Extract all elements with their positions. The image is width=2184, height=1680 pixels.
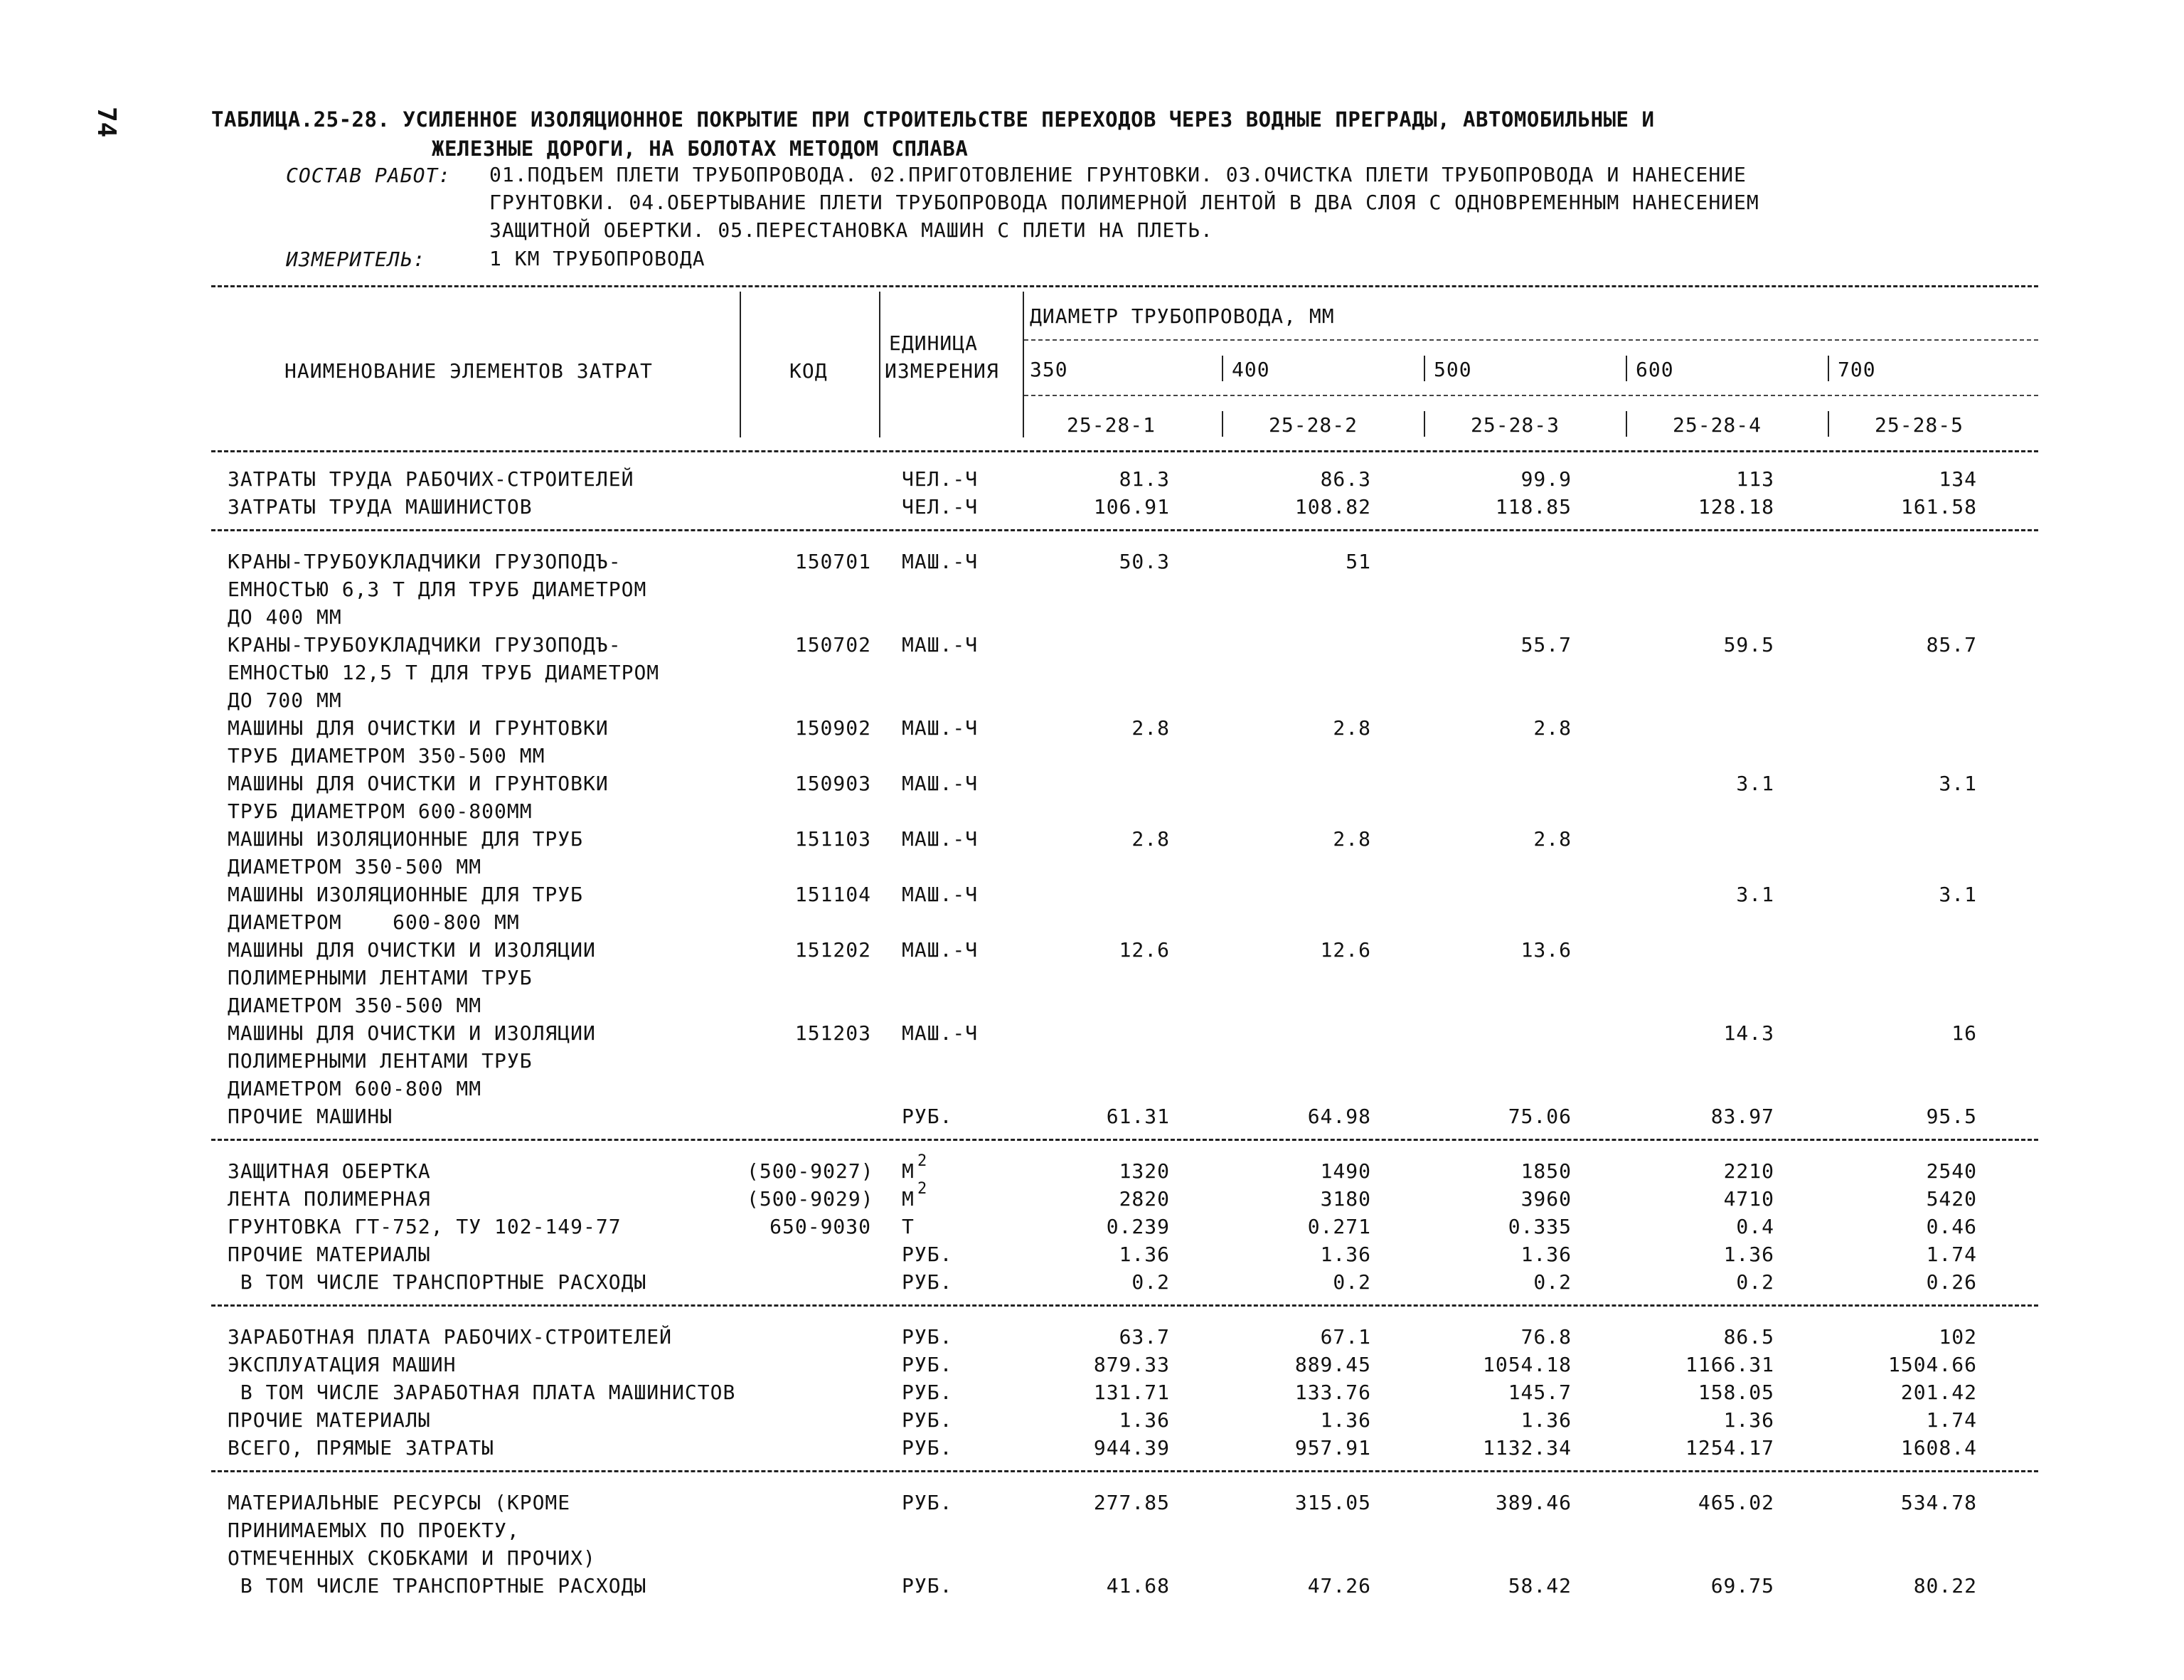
row-value: 76.8 [1520,1325,1572,1349]
row-name-line: ДО 700 ММ [228,689,342,712]
row-value: 102 [1939,1325,1977,1349]
row-value: 3180 [1320,1187,1371,1211]
row-name-line: ЭКСПЛУАТАЦИЯ МАШИН [228,1353,457,1376]
row-value: 51 [1346,550,1371,573]
row-value: 2820 [1119,1187,1170,1211]
row-unit: РУБ. [902,1436,953,1460]
row-value: 1054.18 [1482,1353,1572,1376]
row-name-line: ЗАЩИТНАЯ ОБЕРТКА [228,1159,431,1183]
row-name-line: ОТМЕЧЕННЫХ СКОБКАМИ И ПРОЧИХ) [228,1546,596,1570]
row-unit: РУБ. [902,1408,953,1432]
row-value: 1166.31 [1685,1353,1774,1376]
row-name-line: В ТОМ ЧИСЛЕ ТРАНСПОРТНЫЕ РАСХОДЫ [228,1270,647,1294]
row-value: 161.58 [1900,495,1977,519]
row-name-line: ДИАМЕТРОМ 350-500 ММ [228,855,482,878]
row-code: 150902 [794,716,871,740]
diameter-label: 350 [1030,358,1068,381]
row-name-line: ТРУБ ДИАМЕТРОМ 350-500 ММ [228,744,545,767]
row-value: 944.39 [1093,1436,1170,1460]
row-value: 41.68 [1106,1574,1170,1597]
row-name-line: КРАНЫ-ТРУБОУКЛАДЧИКИ ГРУЗОПОДЪ- [228,550,622,573]
row-value: 99.9 [1520,467,1572,491]
row-name-line: ДИАМЕТРОМ 600-800 ММ [228,1077,482,1100]
row-unit: МАШ.-Ч [902,883,979,906]
row-value: 1.36 [1520,1408,1572,1432]
section-rule [211,1470,2038,1472]
row-unit: ЧЕЛ.-Ч [902,467,979,491]
row-code: 151104 [794,883,871,906]
diameter-label: 600 [1636,358,1674,381]
row-value: 0.26 [1926,1270,1977,1294]
row-name-line: ЗАТРАТЫ ТРУДА МАШИНИСТОВ [228,495,533,519]
row-name-line: ДИАМЕТРОМ 350-500 ММ [228,994,482,1017]
header-divider [1424,356,1425,381]
header-subrule [1024,395,2038,396]
row-name-line: В ТОМ ЧИСЛЕ ТРАНСПОРТНЫЕ РАСХОДЫ [228,1574,647,1597]
row-unit: М [902,1159,915,1183]
row-value: 0.46 [1926,1215,1977,1238]
row-value: 50.3 [1119,550,1170,573]
row-value: 0.2 [1736,1270,1774,1294]
row-value: 277.85 [1093,1491,1170,1514]
row-value: 389.46 [1495,1491,1572,1514]
row-value: 158.05 [1698,1381,1774,1404]
row-value: 1320 [1119,1159,1170,1183]
row-value: 1.36 [1520,1243,1572,1266]
page-number: 74 [92,107,121,138]
diameter-label: 700 [1838,358,1876,381]
row-name-line: ТРУБ ДИАМЕТРОМ 600-800ММ [228,799,533,823]
row-value: 61.31 [1106,1105,1170,1128]
section-rule [211,1304,2038,1307]
row-unit: РУБ. [902,1270,953,1294]
row-value: 81.3 [1119,467,1170,491]
row-value: 63.7 [1119,1325,1170,1349]
row-code: (500-9029) [747,1187,874,1211]
header-name: НАИМЕНОВАНИЕ ЭЛЕМЕНТОВ ЗАТРАТ [284,359,653,383]
header-divider [1626,411,1627,437]
row-name-line: В ТОМ ЧИСЛЕ ЗАРАБОТНАЯ ПЛАТА МАШИНИСТОВ [228,1381,736,1404]
row-value: 2.8 [1333,716,1371,740]
row-name-line: ДО 400 ММ [228,605,342,629]
row-unit: МАШ.-Ч [902,1021,979,1045]
composition-line: ГРУНТОВКИ. 04.ОБЕРТЫВАНИЕ ПЛЕТИ ТРУБОПРОВОДА ПОЛИМЕРНОЙ ЛЕНТОЙ В ДВА СЛОЯ С ОДНОВРЕМЕННЫМ НАНЕСЕНИЕМ [489,191,1759,214]
norm-code-label: 25-28-5 [1875,413,1964,437]
norm-code-label: 25-28-2 [1269,413,1358,437]
row-unit: ЧЕЛ.-Ч [902,495,979,519]
row-value: 3.1 [1939,772,1977,795]
row-unit: МАШ.-Ч [902,633,979,656]
row-value: 1.36 [1723,1408,1774,1432]
row-value: 131.71 [1093,1381,1170,1404]
title-line-2: ЖЕЛЕЗНЫЕ ДОРОГИ, НА БОЛОТАХ МЕТОДОМ СПЛАВА [432,137,969,161]
row-name-line: МАШИНЫ ДЛЯ ОЧИСТКИ И ГРУНТОВКИ [228,772,609,795]
row-value: 315.05 [1294,1491,1371,1514]
row-unit: МАШ.-Ч [902,772,979,795]
row-name-line: ЕМНОСТЬЮ 6,3 Т ДЛЯ ТРУБ ДИАМЕТРОМ [228,578,647,601]
row-value: 2540 [1926,1159,1977,1183]
row-value: 2.8 [1333,827,1371,851]
composition-text [489,161,1759,244]
row-value: 0.2 [1131,1270,1170,1294]
row-name-line: ГРУНТОВКА ГТ-752, ТУ 102-149-77 [228,1215,622,1238]
row-value: 465.02 [1698,1491,1774,1514]
composition-line: 01.ПОДЪЕМ ПЛЕТИ ТРУБОПРОВОДА. 02.ПРИГОТОВЛЕНИЕ ГРУНТОВКИ. 03.ОЧИСТКА ПЛЕТИ ТРУБОПРОВОДА И НАНЕСЕНИЕ [489,163,1747,186]
section-rule [211,1139,2038,1141]
header-subrule [1024,339,2038,341]
row-name-line: ПРОЧИЕ МАТЕРИАЛЫ [228,1243,431,1266]
header-code: КОД [789,359,828,383]
row-code: (500-9027) [747,1159,874,1183]
row-value: 118.85 [1495,495,1572,519]
header-divider [879,292,880,437]
row-value: 14.3 [1723,1021,1774,1045]
row-value: 2.8 [1131,716,1170,740]
row-code: 650-9030 [769,1215,871,1238]
row-name-line: ПОЛИМЕРНЫМИ ЛЕНТАМИ ТРУБ [228,966,533,989]
row-code: 151103 [794,827,871,851]
row-value: 59.5 [1723,633,1774,656]
row-value: 1.36 [1119,1243,1170,1266]
row-name-line: МАШИНЫ ДЛЯ ОЧИСТКИ И ИЗОЛЯЦИИ [228,938,596,962]
norm-code-label: 25-28-1 [1067,413,1156,437]
row-unit: РУБ. [902,1381,953,1404]
header-divider [1222,356,1223,381]
row-value: 128.18 [1698,495,1774,519]
row-value: 86.3 [1320,467,1371,491]
row-value: 2.8 [1533,716,1572,740]
row-name-line: ЛЕНТА ПОЛИМЕРНАЯ [228,1187,431,1211]
row-value: 201.42 [1900,1381,1977,1404]
row-value: 86.5 [1723,1325,1774,1349]
header-divider [1222,411,1223,437]
section-rule [211,529,2038,531]
row-value: 0.335 [1508,1215,1572,1238]
meter-label: ИЗМЕРИТЕЛЬ: [286,248,426,271]
row-unit: МАШ.-Ч [902,550,979,573]
row-unit: М [902,1187,915,1211]
row-value: 3.1 [1736,772,1774,795]
row-name-line: МАШИНЫ ИЗОЛЯЦИОННЫЕ ДЛЯ ТРУБ [228,883,584,906]
row-value: 0.4 [1736,1215,1774,1238]
row-value: 0.2 [1533,1270,1572,1294]
row-value: 534.78 [1900,1491,1977,1514]
row-value: 1850 [1520,1159,1572,1183]
row-value: 3.1 [1736,883,1774,906]
row-value: 1.36 [1320,1243,1371,1266]
row-value: 1132.34 [1482,1436,1572,1460]
row-value: 12.6 [1320,938,1371,962]
row-value: 16 [1951,1021,1977,1045]
norm-code-label: 25-28-4 [1673,413,1762,437]
header-divider [1828,411,1829,437]
row-name-line: ПОЛИМЕРНЫМИ ЛЕНТАМИ ТРУБ [228,1049,533,1073]
row-value: 0.2 [1333,1270,1371,1294]
row-value: 3.1 [1939,883,1977,906]
header-unit-line1: ЕДИНИЦА [889,331,979,355]
row-value: 2.8 [1533,827,1572,851]
meter-value: 1 КМ ТРУБОПРОВОДА [489,247,705,270]
row-unit: РУБ. [902,1325,953,1349]
row-value: 85.7 [1926,633,1977,656]
header-divider [740,292,741,437]
row-name-line: ВСЕГО, ПРЯМЫЕ ЗАТРАТЫ [228,1436,495,1460]
row-value: 1.36 [1320,1408,1371,1432]
row-value: 2210 [1723,1159,1774,1183]
header-bottom-rule [211,450,2038,452]
row-value: 83.97 [1710,1105,1774,1128]
title-line-1: ТАБЛИЦА.25-28. УСИЛЕННОЕ ИЗОЛЯЦИОННОЕ ПОКРЫТИЕ ПРИ СТРОИТЕЛЬСТВЕ ПЕРЕХОДОВ ЧЕРЕЗ ВОДНЫЕ ПРЕГРАДЫ, АВТОМОБИЛЬНЫЕ И [211,107,1655,132]
row-name-line: ЕМНОСТЬЮ 12,5 Т ДЛЯ ТРУБ ДИАМЕТРОМ [228,661,660,684]
table-title [211,105,1654,164]
row-name-line: ПРОЧИЕ МАШИНЫ [228,1105,393,1128]
row-value: 1490 [1320,1159,1371,1183]
row-value: 69.75 [1710,1574,1774,1597]
row-value: 108.82 [1294,495,1371,519]
row-value: 1504.66 [1887,1353,1977,1376]
norm-code-label: 25-28-3 [1471,413,1560,437]
row-value: 134 [1939,467,1977,491]
row-value: 3960 [1520,1187,1572,1211]
row-unit-superscript: 2 [917,1180,928,1198]
row-value: 1.36 [1119,1408,1170,1432]
header-diameter: ДИАМЕТР ТРУБОПРОВОДА, ММ [1030,304,1335,328]
row-name-line: МАШИНЫ ДЛЯ ОЧИСТКИ И ИЗОЛЯЦИИ [228,1021,596,1045]
row-value: 67.1 [1320,1325,1371,1349]
composition-line: ЗАЩИТНОЙ ОБЕРТКИ. 05.ПЕРЕСТАНОВКА МАШИН С ПЛЕТИ НА ПЛЕТЬ. [489,218,1213,242]
header-unit-line2: ИЗМЕРЕНИЯ [885,359,999,383]
row-value: 106.91 [1093,495,1170,519]
row-name-line: ДИАМЕТРОМ 600-800 ММ [228,910,520,934]
row-unit: РУБ. [902,1353,953,1376]
row-value: 889.45 [1294,1353,1371,1376]
composition-label: СОСТАВ РАБОТ: [286,164,452,187]
header-divider [1626,356,1627,381]
row-value: 879.33 [1093,1353,1170,1376]
row-name-line: ЗАТРАТЫ ТРУДА РАБОЧИХ-СТРОИТЕЛЕЙ [228,467,634,491]
row-value: 0.239 [1106,1215,1170,1238]
row-unit: Т [902,1215,915,1238]
row-name-line: МАШИНЫ ИЗОЛЯЦИОННЫЕ ДЛЯ ТРУБ [228,827,584,851]
row-value: 80.22 [1913,1574,1977,1597]
row-value: 145.7 [1508,1381,1572,1404]
row-value: 0.271 [1307,1215,1371,1238]
row-value: 55.7 [1520,633,1572,656]
row-value: 5420 [1926,1187,1977,1211]
row-value: 47.26 [1307,1574,1371,1597]
row-unit: МАШ.-Ч [902,827,979,851]
row-unit: РУБ. [902,1105,953,1128]
row-unit-superscript: 2 [917,1152,928,1170]
row-code: 151203 [794,1021,871,1045]
row-value: 133.76 [1294,1381,1371,1404]
row-code: 150702 [794,633,871,656]
row-value: 113 [1736,467,1774,491]
table-top-rule [211,285,2038,287]
row-code: 151202 [794,938,871,962]
row-value: 1608.4 [1900,1436,1977,1460]
row-unit: РУБ. [902,1491,953,1514]
row-name-line: ПРИНИМАЕМЫХ ПО ПРОЕКТУ, [228,1519,520,1542]
row-value: 13.6 [1520,938,1572,962]
diameter-label: 500 [1434,358,1472,381]
row-name-line: КРАНЫ-ТРУБОУКЛАДЧИКИ ГРУЗОПОДЪ- [228,633,622,656]
row-value: 1254.17 [1685,1436,1774,1460]
row-value: 95.5 [1926,1105,1977,1128]
row-name-line: МАШИНЫ ДЛЯ ОЧИСТКИ И ГРУНТОВКИ [228,716,609,740]
header-divider [1424,411,1425,437]
row-value: 64.98 [1307,1105,1371,1128]
row-unit: МАШ.-Ч [902,938,979,962]
row-value: 12.6 [1119,938,1170,962]
row-name-line: ЗАРАБОТНАЯ ПЛАТА РАБОЧИХ-СТРОИТЕЛЕЙ [228,1325,673,1349]
row-value: 2.8 [1131,827,1170,851]
row-code: 150903 [794,772,871,795]
row-value: 1.36 [1723,1243,1774,1266]
row-value: 75.06 [1508,1105,1572,1128]
row-value: 957.91 [1294,1436,1371,1460]
row-unit: МАШ.-Ч [902,716,979,740]
header-divider [1023,292,1024,437]
header-divider [1828,356,1829,381]
row-value: 4710 [1723,1187,1774,1211]
diameter-label: 400 [1232,358,1270,381]
row-code: 150701 [794,550,871,573]
row-unit: РУБ. [902,1574,953,1597]
row-unit: РУБ. [902,1243,953,1266]
row-name-line: ПРОЧИЕ МАТЕРИАЛЫ [228,1408,431,1432]
row-value: 1.74 [1926,1408,1977,1432]
row-name-line: МАТЕРИАЛЬНЫЕ РЕСУРСЫ (КРОМЕ [228,1491,571,1514]
row-value: 58.42 [1508,1574,1572,1597]
row-value: 1.74 [1926,1243,1977,1266]
